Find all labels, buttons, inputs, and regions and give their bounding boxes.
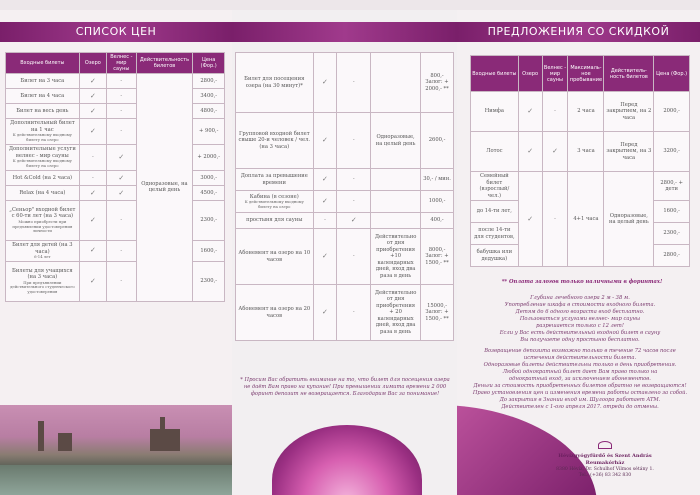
lake-cell: ✓	[79, 261, 106, 301]
note-line: Любой однократный билет дает Вам право только на	[502, 369, 658, 376]
price-row	[236, 169, 454, 191]
ticket-name	[236, 169, 314, 191]
sauna-cell: ✓	[542, 132, 568, 172]
lake-cell: ✓	[518, 92, 542, 132]
ticket-name-text: Hot &Cold (на 2 часа)	[12, 174, 73, 181]
col-header-tickets: Входные билеты	[471, 56, 519, 92]
price-cell: 2300,-	[654, 223, 690, 245]
sauna-cell: -	[542, 172, 568, 267]
validity-cell: Одноразовые, на целый день	[371, 113, 421, 169]
price-cell: + 900,-	[193, 119, 225, 145]
ticket-note: К действительному входному билету на озеро	[244, 199, 304, 209]
note-line: Одноразовые билеты действительны только в день приобретения.	[483, 362, 677, 369]
validity-cell	[371, 53, 421, 113]
price-cell: 1600,-	[654, 201, 690, 223]
price-row	[236, 113, 454, 169]
lake-cell: ✓	[79, 241, 106, 262]
building-silhouette	[58, 433, 72, 451]
price-row	[471, 92, 690, 132]
sauna-cell: -	[337, 53, 371, 113]
validity-cell	[371, 213, 421, 229]
ticket-name	[6, 119, 80, 145]
building-silhouette	[38, 421, 44, 451]
sauna-cell: ✓	[107, 171, 136, 186]
ticket-name-text: Relax (на 4 часа)	[19, 189, 66, 196]
price-cell: 2600,-	[421, 113, 454, 169]
fold-strip	[457, 0, 700, 10]
lake-photo	[0, 405, 232, 495]
col-header-price: Цена (Фор.)	[193, 53, 225, 74]
lake-cell: ✓	[313, 191, 337, 213]
price-list-panel	[0, 0, 232, 495]
price-row	[236, 53, 454, 113]
price-row	[236, 229, 454, 285]
ticket-name-text: Дополнительный билет на 1 час	[9, 120, 75, 133]
ticket-note: К действительному входному билету на озеро	[12, 132, 72, 142]
price-cell: 1000,-	[421, 191, 454, 213]
ticket-name-text: простыня для сауны	[246, 217, 303, 224]
ticket-name	[236, 191, 314, 213]
discount-title: ПРЕДЛОЖЕНИЯ СО СКИДКОЙ	[457, 22, 700, 42]
col-header-price: Цена (Фор.)	[654, 56, 690, 92]
lake-cell: ✓	[79, 119, 106, 145]
sauna-cell: -	[107, 74, 136, 89]
building-silhouette	[160, 417, 165, 451]
lake-cell: ✓	[79, 201, 106, 241]
col-header-tickets: Входные билеты	[6, 53, 80, 74]
stay-cell: 4+1 часа	[568, 172, 604, 267]
sauna-cell: ✓	[107, 145, 136, 171]
sauna-cell: -	[337, 191, 371, 213]
spa-name: Hévízgyógyfürdő és Szent András Reumakórház	[558, 453, 652, 466]
price-row	[236, 285, 454, 341]
note-line: Вы получаете одну простыню бесплатно.	[520, 337, 640, 344]
price-cell: 1600,-	[193, 241, 225, 262]
price-cell: 800,- Залог: + 2000,- **	[421, 53, 454, 113]
spa-phone: Tel.: (+36) 83 342 830	[578, 472, 632, 478]
ticket-name	[6, 186, 80, 201]
ticket-name: бабушка или дедушка)	[471, 245, 519, 267]
lake-cell: ✓	[313, 229, 337, 285]
ticket-note: 6-14 лет	[34, 254, 51, 259]
lotus-logo-icon	[598, 441, 612, 449]
col-header-sauna: Велнес - мир сауны	[542, 56, 568, 92]
ticket-name	[236, 213, 314, 229]
sauna-cell: ✓	[107, 186, 136, 201]
price-row	[236, 213, 454, 229]
validity-cell: Перед закрытием, на 3 часа	[604, 132, 654, 172]
ticket-name	[6, 89, 80, 104]
price-list-title: СПИСОК ЦЕН	[0, 22, 232, 42]
ticket-name: Семейный билет (взрослый/ чел.)	[471, 172, 519, 201]
ticket-name: Нимфа	[471, 92, 519, 132]
ticket-name-text: Абонемент на озеро на 20 часов	[238, 306, 311, 319]
lake-cell: ✓	[79, 104, 106, 119]
middle-title-bar	[232, 22, 457, 42]
ticket-name-text: Билеты для учащихся (на 3 часа)	[12, 267, 73, 281]
sauna-cell: -	[107, 104, 136, 119]
ticket-note: Можно приобрести при предъявлении удостоверения личности	[12, 218, 73, 234]
fold-strip	[0, 0, 232, 10]
validity-cell: Действительно от дня приобретения + 20 календарных дней, вход два раза в день	[371, 285, 421, 341]
lake-cell: ✓	[79, 74, 106, 89]
note-line: Глубина лечебного озера 2 м - 38 м.	[530, 295, 630, 301]
sauna-cell: -	[337, 169, 371, 191]
ticket-name-text: „Сеньор" входной билет с 60-ти лет (на 3 часа)	[9, 206, 76, 220]
price-cell: 8000,- Залог: + 1500,- **	[421, 229, 454, 285]
lake-cell: ✓	[79, 89, 106, 104]
sauna-cell: ✓	[337, 213, 371, 229]
price-cell: 2800,-	[654, 245, 690, 267]
col-header-max-stay: Максималь-ное пребывание	[568, 56, 604, 92]
note-line: Пользоваться услугами велнес- мир сауны	[519, 316, 641, 323]
ticket-name-text: Билет на весь день	[16, 107, 69, 114]
price-cell: 4800,-	[193, 104, 225, 119]
price-row	[6, 74, 225, 89]
note-line: Детям до 6 одного возраста вход бесплатно.	[515, 309, 645, 316]
ticket-note: При предъявлении действительного студенческого удостоверения	[10, 279, 75, 295]
ticket-name	[6, 241, 80, 262]
discount-panel	[457, 0, 700, 495]
price-row	[471, 172, 690, 201]
price-cell: 2800,- + дети	[654, 172, 690, 201]
ticket-name-text: Доплата за превышение времени	[240, 173, 308, 186]
price-cell: 3000,-	[193, 171, 225, 186]
ticket-name-text: Кабина (в сезоне)	[249, 193, 299, 200]
price-cell: 15000,- Залог: + 1500,- **	[421, 285, 454, 341]
ticket-name-text: Билет на 3 часа	[20, 77, 65, 84]
lake-water	[0, 465, 232, 495]
cash-deposit-note: ** Оплата залогов только наличными в форинтах!	[501, 279, 663, 285]
sauna-cell: -	[107, 261, 136, 301]
validity-cell	[371, 169, 421, 191]
price-list-table	[5, 52, 225, 302]
lake-cell: -	[313, 213, 337, 229]
ticket-name	[6, 74, 80, 89]
price-cell: 30,- / мин.	[421, 169, 454, 191]
price-cell: 3200,-	[654, 132, 690, 172]
validity-cell: Одноразовые, на целый день	[136, 74, 193, 302]
stay-cell: 3 часа	[568, 132, 604, 172]
note-line: До закрытия в Знании вход им. Шулоора работает ATM.	[499, 397, 661, 404]
stay-cell: 2 часа	[568, 92, 604, 132]
extra-prices-panel	[232, 0, 457, 495]
ticket-name-text: Билет для посещения озера (на 30 минут)*	[244, 76, 305, 89]
ticket-name-text: Абонемент на озеро на 10 часов	[238, 250, 311, 263]
sauna-cell: -	[107, 201, 136, 241]
lake-cell: -	[79, 145, 106, 171]
ticket-name	[236, 229, 314, 285]
ticket-name	[6, 261, 80, 301]
sauna-cell: -	[337, 285, 371, 341]
ticket-name	[6, 171, 80, 186]
price-cell: + 2000,-	[193, 145, 225, 171]
lake-cell: ✓	[313, 285, 337, 341]
ticket-name: до 14-ти лет,	[471, 201, 519, 223]
extra-prices-table	[235, 52, 454, 341]
ticket-name-text: Билет на 4 часа	[20, 92, 65, 99]
ticket-name-text: Дополнительные услуги велнес - мир сауны	[8, 146, 76, 159]
lake-cell: -	[79, 171, 106, 186]
ticket-name	[236, 285, 314, 341]
note-line: Право установления цен и изменения времени работы оставлено за собой.	[472, 390, 688, 397]
col-header-validity: Действительность билетов	[136, 53, 193, 74]
ticket-name	[236, 53, 314, 113]
price-cell: 2300,-	[193, 201, 225, 241]
ticket-name: Лотос	[471, 132, 519, 172]
lake-cell: ✓	[518, 172, 542, 267]
price-cell: 3400,-	[193, 89, 225, 104]
note-line: Действителен с 1-ого апреля 2017. отреди до отмены.	[501, 404, 659, 411]
visit-notes: * Просим Вас обратить внимание на то, что билет для посещения озера не даёт Вам право на купание! При превышении лимита времени 2 000 форинт депозит не возвращается. Благодарим Вас за понимание!	[240, 377, 450, 398]
sauna-cell: -	[107, 89, 136, 104]
validity-cell: Перед закрытием, на 2 часа	[604, 92, 654, 132]
ticket-name	[6, 104, 80, 119]
lotus-flower-image	[272, 425, 422, 495]
validity-cell: Действительно от дня приобретения +10 календарных дней, вход два раза в день	[371, 229, 421, 285]
validity-cell: Одноразовые, на целый день	[604, 172, 654, 267]
note-line: Употребление шкафа в стоимости входного билета.	[504, 302, 656, 309]
ticket-name-text: Групповой входной билет свыше 20-и человек / чел. (на 3 часа)	[238, 130, 311, 150]
price-cell: 2300,-	[193, 261, 225, 301]
note-line: Если у Вас есть действительный входной билет в сауну	[499, 330, 661, 337]
price-row	[236, 191, 454, 213]
sauna-cell: -	[542, 92, 568, 132]
price-cell: 4500,-	[193, 186, 225, 201]
price-row	[471, 132, 690, 172]
ticket-name	[6, 201, 80, 241]
validity-cell	[371, 191, 421, 213]
lake-cell: ✓	[518, 132, 542, 172]
note-line: Деньги за стоимость приобретенных билетов обратно не возвращаются!	[473, 383, 687, 390]
sauna-cell: -	[337, 113, 371, 169]
price-cell: 2000,-	[654, 92, 690, 132]
ticket-name: после 14-ти для студентов,	[471, 223, 519, 245]
note-line: однократный вход, за исключением абонементов.	[509, 376, 651, 383]
lake-cell: ✓	[313, 113, 337, 169]
col-header-sauna: Велнес - мир сауны	[107, 53, 136, 74]
lake-cell: ✓	[313, 169, 337, 191]
price-cell: 2800,-	[193, 74, 225, 89]
discount-table	[470, 55, 690, 267]
price-cell: 400,-	[421, 213, 454, 229]
lake-cell: ✓	[79, 186, 106, 201]
col-header-validity: Действитель-ность билетов	[604, 56, 654, 92]
spa-logo	[545, 441, 665, 479]
ticket-name-text: Билет для детей (на 3 часа)	[12, 242, 73, 255]
col-header-lake: Озеро	[79, 53, 106, 74]
fold-strip	[232, 0, 457, 10]
note-line: Возвращение депозита возможно только в течение 72 часов после	[484, 348, 676, 355]
general-notes	[471, 295, 689, 411]
sauna-cell: -	[107, 119, 136, 145]
sauna-cell: -	[107, 241, 136, 262]
spa-address: 8380 Hévíz, Dr. Schulhof Vilmos sétány 1.	[556, 466, 654, 472]
ticket-name	[236, 113, 314, 169]
sauna-cell: -	[337, 229, 371, 285]
note-line: разрешается только с 12 лет!	[536, 323, 624, 330]
col-header-lake: Озеро	[518, 56, 542, 92]
note-line: истечения действительности билета.	[523, 355, 637, 362]
lake-cell: ✓	[313, 53, 337, 113]
ticket-name	[6, 145, 80, 171]
ticket-note: К действительному входному билету на озеро	[12, 158, 72, 168]
building-silhouette	[150, 429, 180, 451]
